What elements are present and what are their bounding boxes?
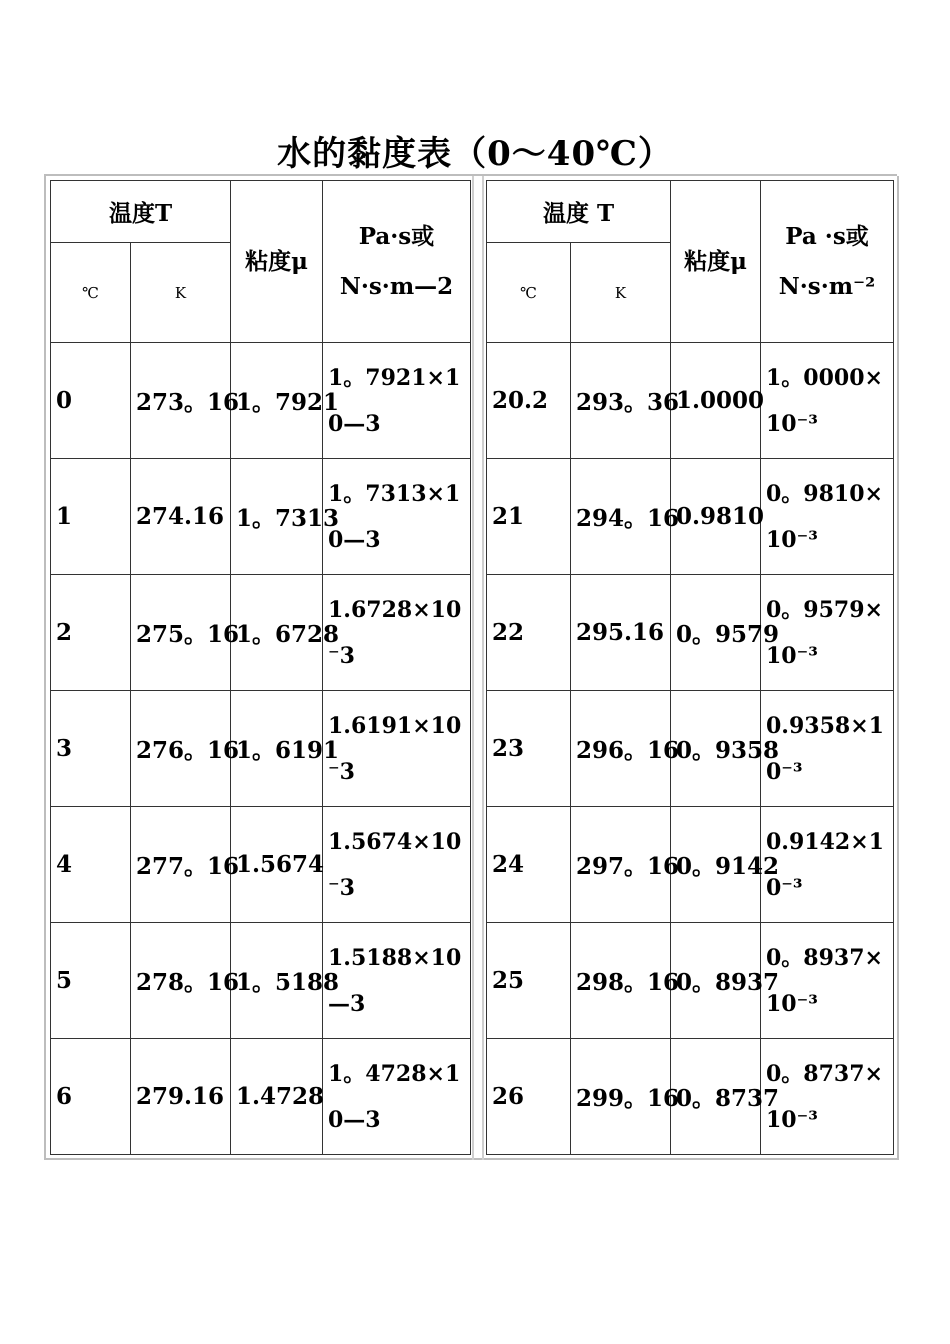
cell-kelvin: 296。16 bbox=[571, 691, 671, 807]
cell-celsius: 25 bbox=[487, 923, 571, 1039]
cell-viscosity: 1。5188 bbox=[231, 923, 323, 1039]
cell-viscosity: 1。7313 bbox=[231, 459, 323, 575]
cell-celsius: 0 bbox=[51, 343, 131, 459]
table-row bbox=[487, 923, 894, 1039]
cell-viscosity: 1.4728 bbox=[231, 1039, 323, 1155]
cell-viscosity-si: 0.9358×10⁻³ bbox=[761, 691, 894, 807]
cell-viscosity-si: 1.6191×10⁻3 bbox=[323, 691, 471, 807]
cell-viscosity-si: 0.9142×10⁻³ bbox=[761, 807, 894, 923]
header-unit: Pa·s或N·s·m—2 bbox=[323, 181, 471, 343]
table-row bbox=[487, 343, 894, 459]
cell-kelvin: 275。16 bbox=[131, 575, 231, 691]
cell-celsius: 23 bbox=[487, 691, 571, 807]
cell-kelvin: 295.16 bbox=[571, 575, 671, 691]
header-unit: Pa ·s或N·s·m⁻² bbox=[761, 181, 894, 343]
cell-celsius: 1 bbox=[51, 459, 131, 575]
table-row bbox=[51, 343, 471, 459]
cell-celsius: 24 bbox=[487, 807, 571, 923]
viscosity-table bbox=[44, 174, 897, 1160]
cell-celsius: 3 bbox=[51, 691, 131, 807]
cell-kelvin: 293。36 bbox=[571, 343, 671, 459]
cell-viscosity-si: 1。7921×10—3 bbox=[323, 343, 471, 459]
cell-viscosity-si: 1。0000×10⁻³ bbox=[761, 343, 894, 459]
cell-viscosity-si: 1.5188×10—3 bbox=[323, 923, 471, 1039]
table-separator bbox=[472, 176, 484, 1160]
cell-kelvin: 278。16 bbox=[131, 923, 231, 1039]
cell-viscosity: 1.5674 bbox=[231, 807, 323, 923]
cell-viscosity: 1。7921 bbox=[231, 343, 323, 459]
cell-celsius: 22 bbox=[487, 575, 571, 691]
cell-viscosity: 0。8937 bbox=[671, 923, 761, 1039]
cell-viscosity-si: 1。7313×10—3 bbox=[323, 459, 471, 575]
cell-viscosity-si: 1。4728×10—3 bbox=[323, 1039, 471, 1155]
cell-celsius: 6 bbox=[51, 1039, 131, 1155]
cell-kelvin: 276。16 bbox=[131, 691, 231, 807]
cell-kelvin: 277。16 bbox=[131, 807, 231, 923]
cell-celsius: 4 bbox=[51, 807, 131, 923]
table-right-half bbox=[486, 180, 893, 1155]
cell-kelvin: 299。16 bbox=[571, 1039, 671, 1155]
header-viscosity: 粘度μ bbox=[231, 181, 323, 343]
table-row bbox=[51, 923, 471, 1039]
cell-celsius: 20.2 bbox=[487, 343, 571, 459]
header-kelvin: K bbox=[131, 243, 231, 343]
cell-celsius: 2 bbox=[51, 575, 131, 691]
cell-celsius: 21 bbox=[487, 459, 571, 575]
cell-viscosity: 1.0000 bbox=[671, 343, 761, 459]
page-title: 水的黏度表（0～40℃） bbox=[277, 134, 673, 174]
table-row bbox=[51, 691, 471, 807]
table-row bbox=[487, 459, 894, 575]
cell-viscosity-si: 0。9579×10⁻³ bbox=[761, 575, 894, 691]
header-celsius: ℃ bbox=[51, 243, 131, 343]
cell-viscosity-si: 0。8937×10⁻³ bbox=[761, 923, 894, 1039]
cell-kelvin: 274.16 bbox=[131, 459, 231, 575]
cell-celsius: 26 bbox=[487, 1039, 571, 1155]
header-temperature: 温度T bbox=[51, 181, 231, 243]
cell-viscosity: 1。6191 bbox=[231, 691, 323, 807]
cell-viscosity: 0.9810 bbox=[671, 459, 761, 575]
cell-viscosity: 0。9358 bbox=[671, 691, 761, 807]
cell-kelvin: 279.16 bbox=[131, 1039, 231, 1155]
table-row bbox=[51, 459, 471, 575]
cell-viscosity-si: 1.5674×10⁻3 bbox=[323, 807, 471, 923]
table-row bbox=[51, 807, 471, 923]
table-row bbox=[51, 1039, 471, 1155]
table-row bbox=[487, 575, 894, 691]
header-temperature: 温度 T bbox=[487, 181, 671, 243]
cell-viscosity-si: 0。9810×10⁻³ bbox=[761, 459, 894, 575]
table-outline-right bbox=[897, 176, 899, 1160]
cell-viscosity-si: 0。8737×10⁻³ bbox=[761, 1039, 894, 1155]
header-kelvin: K bbox=[571, 243, 671, 343]
table-left-half bbox=[50, 180, 470, 1155]
header-celsius: ℃ bbox=[487, 243, 571, 343]
header-viscosity: 粘度μ bbox=[671, 181, 761, 343]
cell-kelvin: 294。16 bbox=[571, 459, 671, 575]
table-row bbox=[487, 1039, 894, 1155]
table-row bbox=[487, 807, 894, 923]
cell-kelvin: 298。16 bbox=[571, 923, 671, 1039]
cell-kelvin: 297。16 bbox=[571, 807, 671, 923]
cell-viscosity: 0。9579 bbox=[671, 575, 761, 691]
cell-viscosity: 1。6728 bbox=[231, 575, 323, 691]
cell-viscosity: 0。8737 bbox=[671, 1039, 761, 1155]
cell-viscosity: 0。9142 bbox=[671, 807, 761, 923]
cell-viscosity-si: 1.6728×10⁻3 bbox=[323, 575, 471, 691]
table-row bbox=[51, 575, 471, 691]
cell-kelvin: 273。16 bbox=[131, 343, 231, 459]
table-row bbox=[487, 691, 894, 807]
cell-celsius: 5 bbox=[51, 923, 131, 1039]
